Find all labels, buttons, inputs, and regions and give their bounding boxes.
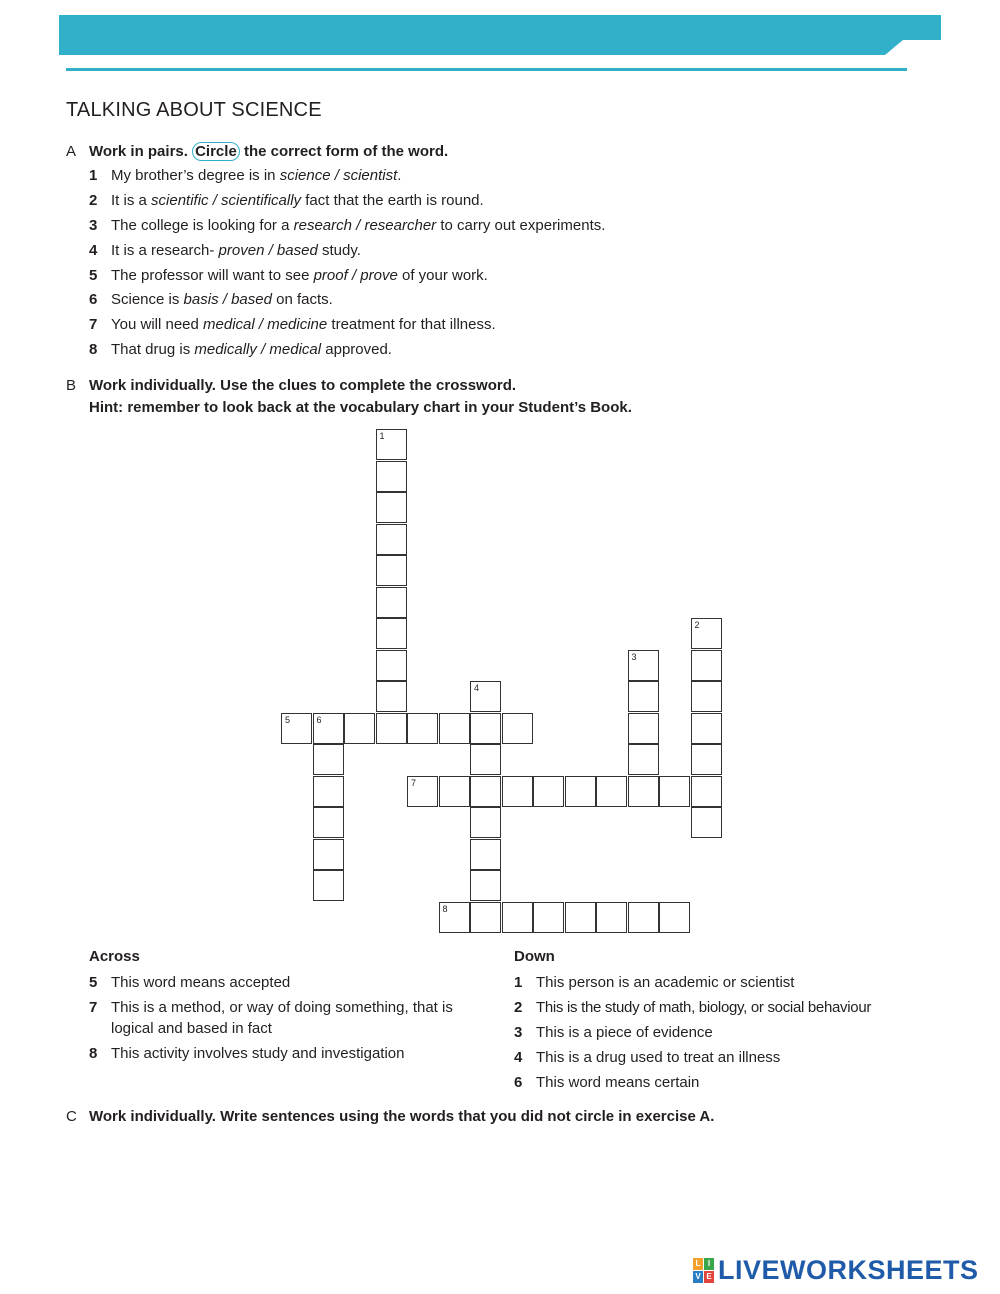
crossword-cell[interactable] (376, 492, 407, 523)
crossword-cell[interactable] (439, 776, 470, 807)
clue-number: 8 (89, 1045, 98, 1062)
crossword-cell[interactable] (596, 776, 627, 807)
crossword-cell[interactable] (502, 713, 533, 744)
crossword-cell[interactable] (470, 713, 501, 744)
circle-word: Circle (192, 142, 240, 161)
item-text-after: treatment for that illness. (327, 316, 496, 333)
clue-number: 7 (89, 999, 98, 1016)
clue-down-2 (514, 997, 914, 1018)
crossword-cell[interactable] (470, 807, 501, 838)
item-options[interactable]: science / scientist (279, 167, 398, 184)
clue-down-1 (514, 972, 914, 993)
crossword-cell[interactable] (533, 902, 564, 933)
clue-text: This is a drug used to treat an illness (536, 1049, 781, 1066)
item-text-before: You will need (111, 316, 204, 333)
crossword-cell[interactable] (691, 650, 722, 681)
item-number: 7 (89, 316, 98, 333)
crossword-cell[interactable] (628, 713, 659, 744)
crossword-cell-number: 7 (411, 777, 417, 788)
instruction-post: the correct form of the word. (243, 143, 449, 160)
exercise-item (89, 267, 488, 287)
crossword-cell[interactable] (376, 650, 407, 681)
exercise-item (89, 341, 392, 361)
crossword-cell[interactable] (470, 744, 501, 775)
liveworksheets-logo (693, 1256, 979, 1284)
crossword-cell[interactable] (502, 776, 533, 807)
item-options[interactable]: basis / based (183, 291, 272, 308)
crossword-cell[interactable] (376, 587, 407, 618)
logo-letter: E (704, 1271, 714, 1283)
exercise-item (89, 167, 401, 187)
item-options[interactable]: scientific / scientifically (151, 192, 302, 209)
clue-number: 1 (514, 974, 523, 991)
crossword-cell[interactable] (533, 776, 564, 807)
crossword-cell-number: 8 (442, 903, 448, 914)
crossword-cell[interactable] (470, 776, 501, 807)
crossword-cell[interactable] (313, 713, 344, 744)
crossword-cell[interactable] (407, 713, 438, 744)
banner-notch-edge (885, 40, 903, 55)
section-b-instruction: Work individually. Use the clues to complete the crossword. (89, 377, 517, 394)
item-number: 8 (89, 341, 98, 358)
logo-text: LIVEWORKSHEETS (718, 1254, 979, 1285)
clue-down-6 (514, 1072, 914, 1093)
section-a-instruction (89, 143, 448, 160)
item-number: 1 (89, 167, 98, 184)
crossword-cell-number: 2 (694, 620, 700, 630)
crossword-cell[interactable] (470, 902, 501, 933)
crossword-cell[interactable] (470, 870, 501, 901)
crossword-cell[interactable] (659, 776, 690, 807)
crossword-cell[interactable] (313, 870, 344, 901)
item-options[interactable]: proven / based (218, 242, 318, 259)
crossword-cell[interactable] (628, 902, 659, 933)
crossword-cell[interactable] (691, 713, 722, 744)
crossword-cell-number: 4 (474, 683, 480, 693)
logo-icon (693, 1258, 714, 1283)
item-text-after: . (397, 167, 402, 184)
down-heading: Down (514, 948, 555, 965)
clue-text: This word means certain (536, 1074, 700, 1091)
clue-number: 6 (514, 1074, 523, 1091)
crossword-cell[interactable] (628, 681, 659, 712)
banner-notch (903, 40, 941, 55)
crossword-cell-number: 1 (379, 431, 385, 441)
item-text-before: That drug is (111, 341, 195, 358)
item-options[interactable]: proof / prove (313, 267, 398, 284)
header-rule (66, 68, 907, 71)
crossword-cell[interactable] (313, 839, 344, 870)
exercise-item (89, 217, 605, 237)
clue-number: 4 (514, 1049, 523, 1066)
item-text-after: approved. (321, 341, 392, 358)
clue-text: This is a piece of evidence (536, 1024, 713, 1041)
clue-across-5 (89, 972, 484, 993)
crossword-cell[interactable] (407, 776, 438, 807)
page-title: TALKING ABOUT SCIENCE (66, 99, 322, 121)
item-number: 2 (89, 192, 98, 209)
clue-text: This word means accepted (111, 974, 291, 991)
item-options[interactable]: medically / medical (194, 341, 322, 358)
header-banner (59, 15, 941, 55)
item-text-after: fact that the earth is round. (301, 192, 484, 209)
item-text-after: study. (317, 242, 361, 259)
crossword-cell[interactable] (470, 839, 501, 870)
crossword-cell[interactable] (565, 902, 596, 933)
crossword-cell[interactable] (502, 902, 533, 933)
crossword-cell[interactable] (659, 902, 690, 933)
item-text-before: It is a research- (111, 242, 219, 259)
clue-number: 2 (514, 999, 523, 1016)
clue-text: This is a method, or way of doing something, that is logical and based in fact (111, 999, 453, 1037)
crossword-cell[interactable] (376, 524, 407, 555)
crossword-cell[interactable] (691, 776, 722, 807)
item-text-before: Science is (111, 291, 184, 308)
crossword-cell-number: 3 (631, 651, 637, 662)
section-c-instruction: Work individually. Write sentences using the words that you did not circle in exercise A. (89, 1108, 715, 1125)
item-options[interactable]: research / researcher (293, 217, 437, 234)
crossword-cell[interactable] (376, 555, 407, 586)
item-text-after: to carry out experiments. (436, 217, 606, 234)
clue-across-8 (89, 1043, 484, 1064)
clue-down-4 (514, 1047, 914, 1068)
crossword-cell[interactable] (376, 461, 407, 492)
crossword-cell-number: 6 (316, 714, 322, 725)
clue-number: 5 (89, 974, 98, 991)
item-number: 6 (89, 291, 98, 308)
section-a-letter: A (66, 143, 77, 160)
item-number: 4 (89, 242, 98, 259)
section-c-letter: C (66, 1108, 77, 1125)
item-number: 5 (89, 267, 98, 284)
clue-across-7 (89, 997, 484, 1039)
exercise-item (89, 192, 484, 212)
crossword-cell[interactable] (628, 776, 659, 807)
clue-text: This activity involves study and investigation (111, 1045, 405, 1062)
crossword-cell[interactable] (313, 776, 344, 807)
crossword-cell[interactable] (376, 713, 407, 744)
clue-text: This is the study of math, biology, or social behaviour (536, 999, 872, 1016)
section-b-hint: Hint: remember to look back at the vocabulary chart in your Student’s Book. (89, 399, 632, 416)
crossword-cell-number: 5 (285, 714, 291, 725)
exercise-item (89, 316, 496, 336)
crossword-cell[interactable] (470, 681, 501, 712)
item-text-before: The college is looking for a (111, 217, 294, 234)
crossword-cell[interactable] (313, 744, 344, 775)
logo-letter: I (704, 1258, 714, 1270)
instruction-pre: Work in pairs. (89, 143, 188, 160)
crossword-cell[interactable] (565, 776, 596, 807)
across-heading: Across (89, 948, 140, 965)
crossword-cell[interactable] (691, 618, 722, 649)
crossword-cell[interactable] (376, 618, 407, 649)
exercise-item (89, 242, 361, 262)
crossword-cell[interactable] (344, 713, 375, 744)
crossword-cell[interactable] (628, 744, 659, 775)
clue-text: This person is an academic or scientist (536, 974, 795, 991)
crossword-cell[interactable] (376, 429, 407, 460)
crossword-cell[interactable] (691, 807, 722, 838)
crossword-cell[interactable] (439, 902, 470, 933)
exercise-item (89, 291, 333, 311)
section-b-letter: B (66, 377, 77, 394)
item-options[interactable]: medical / medicine (203, 316, 328, 333)
clue-number: 3 (514, 1024, 523, 1041)
item-text-after: of your work. (397, 267, 488, 284)
clue-down-3 (514, 1022, 914, 1043)
crossword-cell[interactable] (313, 807, 344, 838)
crossword-cell[interactable] (281, 713, 312, 744)
crossword-cell[interactable] (691, 681, 722, 712)
crossword-cell[interactable] (439, 713, 470, 744)
item-text-before: My brother’s degree is in (111, 167, 280, 184)
crossword-cell[interactable] (628, 650, 659, 681)
crossword-cell[interactable] (691, 744, 722, 775)
item-number: 3 (89, 217, 98, 234)
item-text-before: The professor will want to see (111, 267, 314, 284)
crossword-cell[interactable] (596, 902, 627, 933)
item-text-after: on facts. (271, 291, 333, 308)
item-text-before: It is a (111, 192, 152, 209)
logo-letter: L (693, 1258, 703, 1270)
logo-letter: V (693, 1271, 703, 1283)
crossword-cell[interactable] (376, 681, 407, 712)
